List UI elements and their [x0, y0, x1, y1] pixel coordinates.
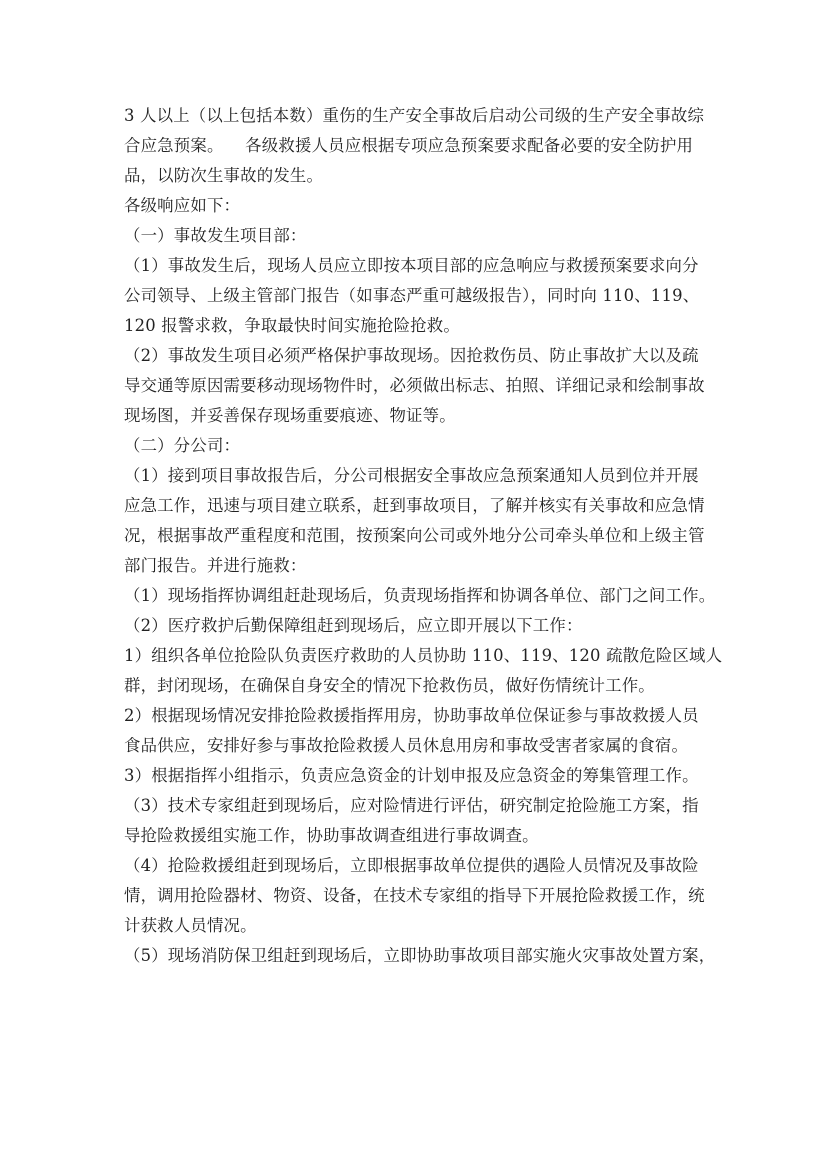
text-line: 品，以防次生事故的发生。 — [124, 166, 324, 185]
text-line: 3 人以上（以上包括本数）重伤的生产安全事故后启动公司级的生产安全事故综 — [124, 106, 705, 125]
text-line: （2）事故发生项目必须严格保护事故现场。因抢救伤员、防止事故扩大以及疏 — [124, 346, 699, 365]
text-line: （1）事故发生后，现场人员应立即按本项目部的应急响应与救援预案要求向分 — [124, 256, 699, 275]
text-line: 食品供应，安排好参与事故抢险救援人员休息用房和事故受害者家属的食宿。 — [124, 736, 689, 755]
text-line: 3）根据指挥小组指示，负责应急资金的计划申报及应急资金的筹集管理工作。 — [124, 766, 699, 785]
text-line: 现场图，并妥善保存现场重要痕迹、物证等。 — [124, 406, 456, 425]
text-line: 120 报警求救，争取最快时间实施抢险抢救。 — [124, 316, 460, 335]
text-line: 合应急预案。 各级救援人员应根据专项应急预案要求配备必要的安全防护用 — [124, 136, 694, 155]
text-line: （1）接到项目事故报告后，分公司根据安全事故应急预案通知人员到位并开展 — [124, 466, 699, 485]
section-heading: （一）事故发生项目部： — [124, 226, 307, 245]
text-line: （3）技术专家组赶到现场后，应对险情进行评估，研究制定抢险施工方案，指 — [124, 796, 699, 815]
text-line: 2）根据现场情况安排抢险救援指挥用房，协助事故单位保证参与事故救援人员 — [124, 706, 699, 725]
section-heading: （二）分公司： — [124, 436, 241, 455]
text-line: （5）现场消防保卫组赶到现场后，立即协助事故项目部实施火灾事故处置方案， — [124, 946, 716, 965]
text-line: 况，根据事故严重程度和范围，按预案向公司或外地分公司牵头单位和上级主管 — [124, 526, 705, 545]
text-line: 计获救人员情况。 — [124, 916, 257, 935]
text-line: （4）抢险救援组赶到现场后，立即根据事故单位提供的遇险人员情况及事故险 — [124, 856, 699, 875]
text-line: 应急工作，迅速与项目建立联系，赶到事故项目，了解并核实有关事故和应急情 — [124, 496, 705, 515]
text-line: 导抢险救援组实施工作，协助事故调查组进行事故调查。 — [124, 826, 539, 845]
text-line: 部门报告。并进行施救： — [124, 556, 307, 575]
text-line: 1）组织各单位抢险队负责医疗救助的人员协助 110、119、120 疏散危险区域人 — [124, 646, 723, 665]
text-line: 公司领导、上级主管部门报告（如事态严重可越级报告），同时向 110、119、 — [124, 286, 700, 305]
text-line: 导交通等原因需要移动现场物件时，必须做出标志、拍照、详细记录和绘制事故 — [124, 376, 705, 395]
text-line: 情，调用抢险器材、物资、设备，在技术专家组的指导下开展抢险救援工作，统 — [124, 886, 705, 905]
text-line: 各级响应如下： — [124, 196, 241, 215]
text-line: （1）现场指挥协调组赶赴现场后，负责现场指挥和协调各单位、部门之间工作。 — [124, 586, 716, 605]
document-body — [124, 101, 724, 971]
text-line: 群，封闭现场，在确保自身安全的情况下抢救伤员，做好伤情统计工作。 — [124, 676, 655, 695]
text-line: （2）医疗救护后勤保障组赶到现场后，应立即开展以下工作： — [124, 616, 583, 635]
